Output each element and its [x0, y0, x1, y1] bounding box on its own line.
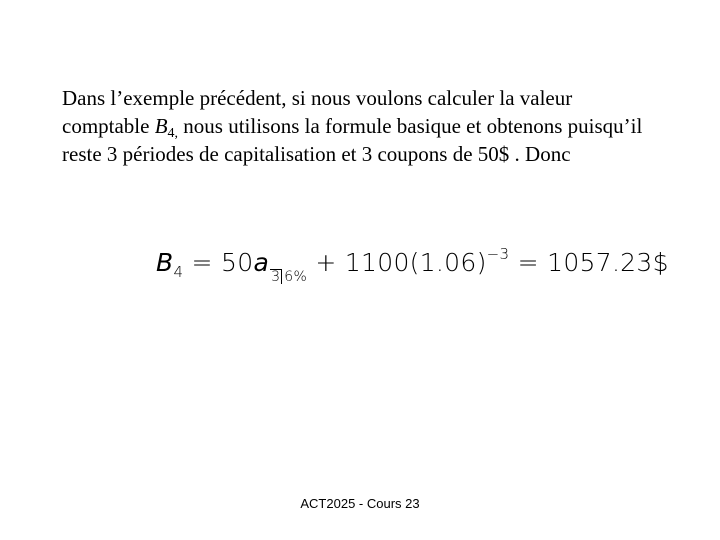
formula-result: = 1057.23$ [509, 248, 669, 277]
book-value-subscript: 4, [167, 126, 179, 141]
book-value-formula [156, 236, 669, 295]
formula-lhs-subscript: 4 [173, 263, 184, 281]
formula-redemption-term: + 1100(1.06) [307, 248, 487, 277]
annuity-rate: 6% [284, 269, 308, 285]
annuity-symbol: a [253, 248, 270, 277]
formula-coupon-term: = 50 [183, 248, 254, 277]
slide-footer: ACT2025 - Cours 23 [300, 496, 420, 511]
body-paragraph [62, 84, 662, 168]
annuity-angle-subscript [270, 259, 307, 295]
annuity-term-count: 3 [271, 269, 281, 285]
paragraph-text-before: Dans l’exemple précédent, si nous voulons calculer la valeur comptable [62, 86, 573, 138]
book-value-variable: B [154, 114, 168, 138]
formula-lhs-letter: B [156, 248, 174, 277]
paragraph-text-after: nous utilisons la formule basique et obtenons puisqu’il reste 3 périodes de capitalisation et 3 coupons de 50$ . Donc [62, 114, 643, 166]
formula-exponent: −3 [486, 245, 510, 263]
